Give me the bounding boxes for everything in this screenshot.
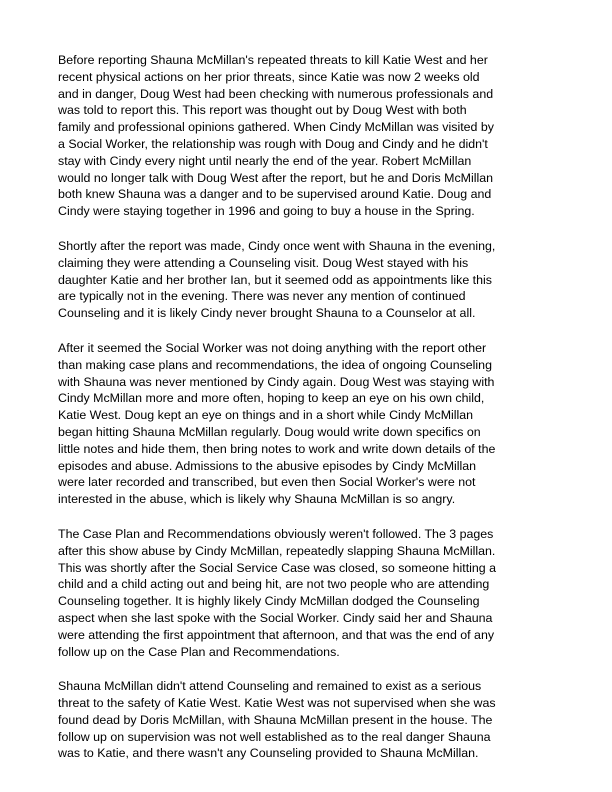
text-line: are typically not in the evening. There was never any mention of continued — [58, 289, 466, 304]
document-body — [58, 52, 558, 780]
text-line: a Social Worker, the relationship was rough with Doug and Cindy and he didn't — [58, 136, 488, 151]
text-line: was told to report this. This report was thought out by Doug West with both — [58, 103, 467, 118]
text-line: were later recorded and transcribed, but even then Social Worker's were not — [58, 475, 476, 490]
text-line: after this show abuse by Cindy McMillan, repeatedly slapping Shauna McMillan. — [58, 543, 496, 558]
text-line: stay with Cindy every night until nearly the end of the year. Robert McMillan — [58, 153, 472, 168]
text-line: The Case Plan and Recommendations obviously weren't followed. The 3 pages — [58, 526, 494, 541]
paragraph-5 — [58, 678, 558, 762]
text-line: and in danger, Doug West had been checking with numerous professionals and — [58, 86, 494, 101]
text-line: with Shauna was never mentioned by Cindy again. Doug West was staying with — [58, 374, 495, 389]
text-line: Counseling and it is likely Cindy never brought Shauna to a Counselor at all. — [58, 306, 476, 321]
text-line: recent physical actions on her prior threats, since Katie was now 2 weeks old — [58, 69, 480, 84]
paragraph-4 — [58, 526, 558, 660]
text-line: Cindy were staying together in 1996 and going to buy a house in the Spring. — [58, 204, 475, 219]
text-line: Counseling together. It is highly likely Cindy McMillan dodged the Counseling — [58, 594, 480, 609]
text-line: family and professional opinions gathered. When Cindy McMillan was visited by — [58, 120, 494, 135]
text-line: was to Katie, and there wasn't any Counseling provided to Shauna McMillan. — [58, 746, 479, 761]
text-line: than making case plans and recommendations, the idea of ongoing Counseling — [58, 357, 492, 372]
text-line: claiming they were attending a Counseling visit. Doug West stayed with his — [58, 255, 469, 270]
paragraph-2 — [58, 238, 558, 322]
text-line: found dead by Doris McMillan, with Shauna McMillan present in the house. The — [58, 712, 493, 727]
text-line: were attending the first appointment that afternoon, and that was the end of any — [58, 627, 495, 642]
text-line: Shortly after the report was made, Cindy once went with Shauna in the evening, — [58, 238, 496, 253]
text-line: began hitting Shauna McMillan regularly. Doug would write down specifics on — [58, 424, 481, 439]
text-line: episodes and abuse. Admissions to the abusive episodes by Cindy McMillan — [58, 458, 477, 473]
text-line: Before reporting Shauna McMillan's repeated threats to kill Katie West and her — [58, 53, 488, 67]
paragraph-3 — [58, 340, 558, 508]
text-line: daughter Katie and her brother Ian, but it seemed odd as appointments like this — [58, 272, 492, 287]
text-line: child and a child acting out and being hit, are not two people who are attending — [58, 577, 490, 592]
text-line: This was shortly after the Social Service Case was closed, so someone hitting a — [58, 560, 497, 575]
text-line: little notes and hide them, then bring notes to work and write down details of the — [58, 441, 496, 456]
text-line: both knew Shauna was a danger and to be supervised around Katie. Doug and — [58, 187, 492, 202]
paragraph-1 — [58, 52, 558, 220]
text-line: aspect when she last spoke with the Social Worker. Cindy said her and Shauna — [58, 610, 493, 625]
text-line: Shauna McMillan didn't attend Counseling and remained to exist as a serious — [58, 679, 482, 694]
text-line: Cindy McMillan more and more often, hoping to keep an eye on his own child, — [58, 391, 485, 406]
text-line: follow up on the Case Plan and Recommendations. — [58, 644, 340, 659]
text-line: Katie West. Doug kept an eye on things and in a short while Cindy McMillan — [58, 408, 474, 423]
text-line: would no longer talk with Doug West after the report, but he and Doris McMillan — [58, 170, 494, 185]
text-line: interested in the abuse, which is likely why Shauna McMillan is so angry. — [58, 492, 456, 507]
text-line: follow up on supervision was not well established as to the real danger Shauna — [58, 729, 491, 744]
text-line: threat to the safety of Katie West. Katie West was not supervised when she was — [58, 696, 496, 711]
text-line: After it seemed the Social Worker was not doing anything with the report other — [58, 340, 487, 355]
